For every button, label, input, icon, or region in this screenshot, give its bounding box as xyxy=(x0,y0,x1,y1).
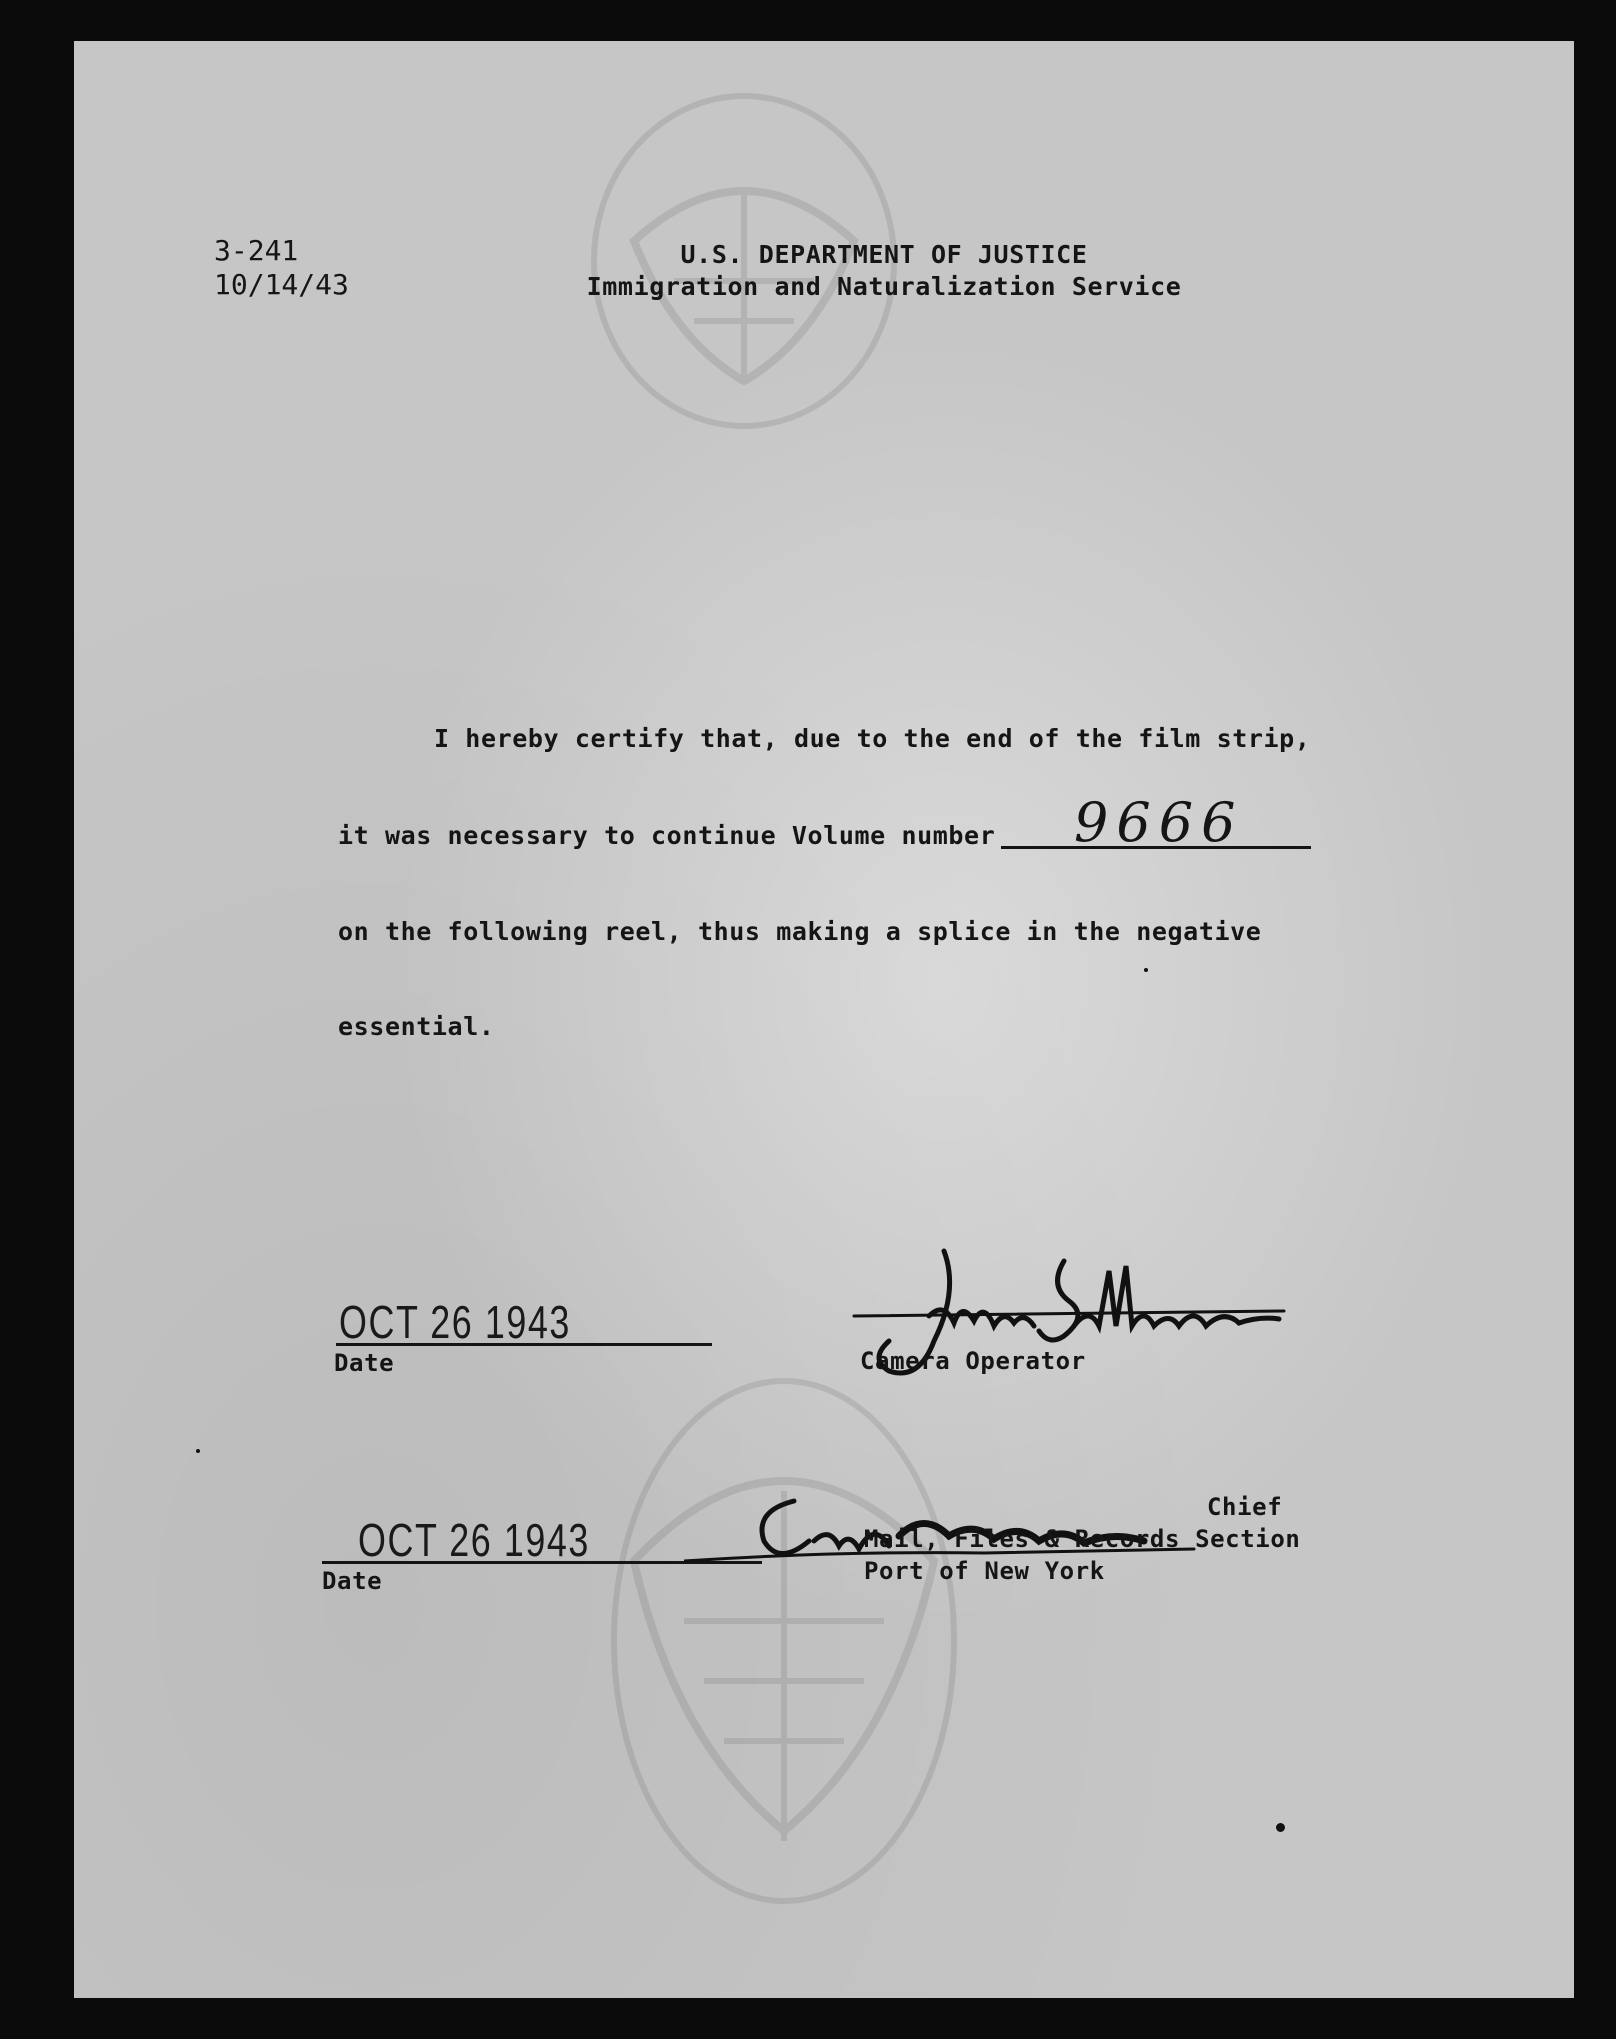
document-page xyxy=(74,41,1574,1998)
volume-number-handwritten: 9666 xyxy=(1074,791,1244,854)
chief-role-label: Chief xyxy=(1207,1493,1283,1521)
service-name: Immigration and Naturalization Service xyxy=(586,272,1182,301)
camera-operator-role-label: Camera Operator xyxy=(860,1347,1086,1375)
certification-line-2: it was necessary to continue Volume number xyxy=(338,821,996,850)
certification-line-3: on the following reel, thus making a splice in the negative xyxy=(338,917,1262,946)
speck-mark xyxy=(196,1449,200,1453)
certification-line-1: I hereby certify that, due to the end of the film strip, xyxy=(434,724,1311,753)
camera-operator-signature xyxy=(834,1231,1294,1401)
certification-line-4: essential. xyxy=(338,1012,495,1041)
camera-operator-date-stamp: OCT 26 1943 xyxy=(339,1296,571,1348)
speck-mark xyxy=(1144,968,1148,972)
form-number-block xyxy=(214,234,349,302)
form-number: 3-241 xyxy=(214,234,299,267)
chief-port-label: Port of New York xyxy=(864,1557,1105,1585)
form-revision-date: 10/14/43 xyxy=(214,268,349,301)
agency-header xyxy=(534,239,1234,303)
chief-section-label: Mail, Files & Records Section xyxy=(864,1525,1301,1553)
agency-name: U.S. DEPARTMENT OF JUSTICE xyxy=(680,240,1088,269)
camera-operator-date-label: Date xyxy=(334,1349,395,1377)
chief-date-label: Date xyxy=(322,1567,383,1595)
seal-watermark-bottom xyxy=(594,1361,974,1921)
speck-mark xyxy=(1276,1823,1285,1832)
chief-date-stamp: OCT 26 1943 xyxy=(358,1514,590,1566)
camera-operator-date-line xyxy=(336,1343,712,1346)
